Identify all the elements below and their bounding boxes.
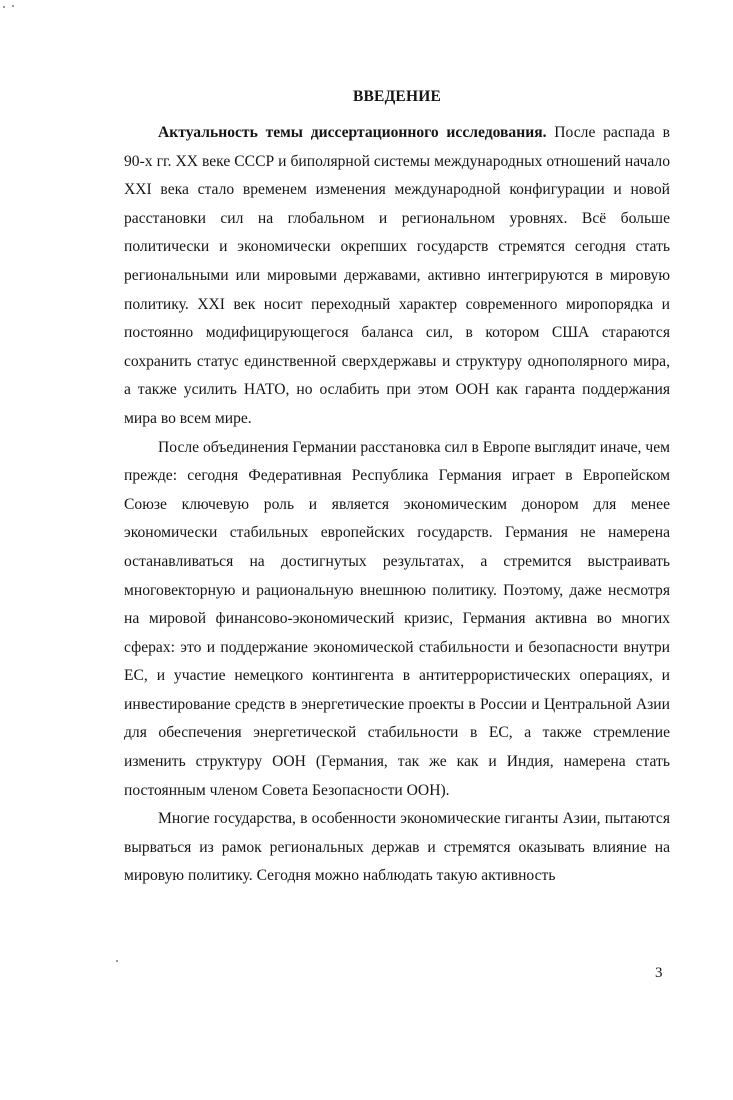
scan-speck — [12, 5, 14, 7]
paragraph-asia: Многие государства, в особенности экономические гиганты Азии, пытаются вырваться из рамок региональных держав и стремятся оказывать влияние на мировую политику. Сегодня можно наблюдать такую активность — [124, 810, 670, 885]
paragraph-lead: Актуальность темы диссертационного исследования. — [158, 124, 547, 141]
page-number: 3 — [655, 965, 663, 981]
scan-speck — [116, 960, 118, 962]
scan-speck — [3, 6, 5, 8]
paragraph-text: После распада в 90-х гг. XX веке СССР и биполярной системы международных отношений начало XXI века стало временем изменения международной конфигурации и новой расстановки сил на глобальном и региональном уровнях. Всё больше политически и экономически окрепших государств стремятся сегодня стать региональными или мировыми державами, активно интегрируются в мировую политику. XXI век носит переходный характер современного миропорядка и постоянно модифицирующегося баланса сил, в котором США стараются сохранить статус единственной сверхдержавы и структуру однополярного мира, а также усилить НАТО, но ослабить при этом ООН как гаранта поддержания мира во всем мире. — [124, 124, 670, 427]
page-content — [124, 86, 670, 891]
page-title: ВВЕДЕНИЕ — [352, 88, 442, 105]
paragraph-relevance — [124, 119, 670, 434]
paragraph-germany: После объединения Германии расстановка сил в Европе выглядит иначе, чем прежде: сегодня Федеративная Республика Германия играет в Европейском Союзе ключевую роль и является экономическим донором для менее экономически стабильных европейских государств. Германия не намерена останавливаться на достигнутых результатах, а стремится выстраивать многовекторную и рациональную внешнюю политику. Поэтому, даже несмотря на мировой финансово-экономический кризис, Германия активна во многих сферах: это и поддержание экономической стабильности и безопасности внутри ЕС, и участие немецкого контингента в антитеррористических операциях, и инвестирование средств в энергетические проекты в России и Центральной Азии для обеспечения энергетической стабильности в ЕС, а также стремление изменить структуру ООН (Германия, так же как и Индия, намерена стать постоянным членом Совета Безопасности ООН). — [124, 438, 670, 799]
